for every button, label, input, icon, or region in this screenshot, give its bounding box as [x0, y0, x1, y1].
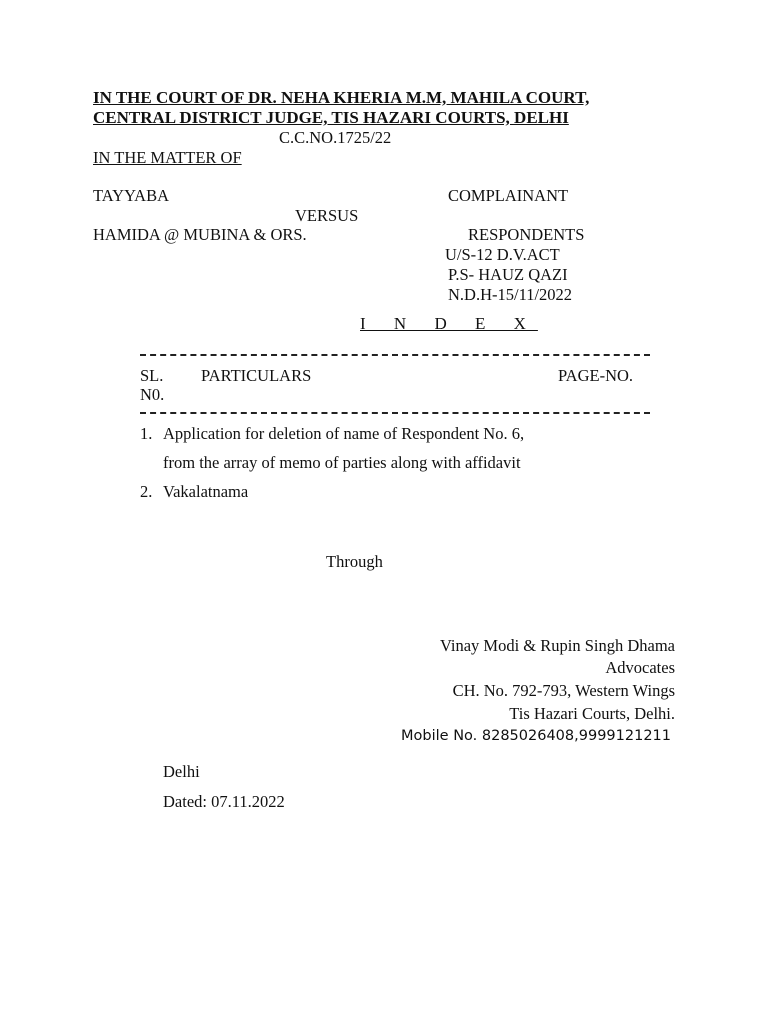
respondent-role: RESPONDENTS — [468, 225, 585, 244]
chamber-address: CH. No. 792-793, Western Wings — [452, 681, 675, 700]
mobile-line — [401, 728, 671, 744]
date-line: Dated: 07.11.2022 — [163, 792, 285, 811]
place: Delhi — [163, 762, 200, 781]
column-particulars: PARTICULARS — [201, 366, 312, 385]
index-item-number: 1. — [140, 424, 153, 443]
index-title: I N D E X — [360, 314, 538, 333]
court-heading-line1: IN THE COURT OF DR. NEHA KHERIA M.M, MAHILA COURT, — [93, 88, 590, 107]
column-sl-no: N0. — [140, 385, 165, 404]
police-station: P.S- HAUZ QAZI — [448, 265, 568, 284]
versus-label: VERSUS — [295, 206, 359, 225]
court-address: Tis Hazari Courts, Delhi. — [509, 704, 675, 723]
court-heading-line2: CENTRAL DISTRICT JUDGE, TIS HAZARI COURTS, DELHI — [93, 108, 569, 127]
mobile-numbers: 8285026408,9999121211 — [481, 728, 671, 744]
dashed-divider-top — [140, 354, 650, 356]
case-number: C.C.NO.1725/22 — [279, 128, 392, 147]
in-the-matter-of: IN THE MATTER OF — [93, 148, 242, 167]
advocate-designation: Advocates — [605, 658, 675, 677]
through-label: Through — [326, 552, 383, 571]
advocate-names: Vinay Modi & Rupin Singh Dhama — [439, 636, 675, 655]
index-item-number: 2. — [140, 482, 153, 501]
mobile-label: Mobile No. — [401, 728, 478, 744]
next-date-of-hearing: N.D.H-15/11/2022 — [448, 285, 573, 304]
index-item-text: Application for deletion of name of Respondent No. 6, — [163, 424, 525, 443]
column-page-no: PAGE-NO. — [558, 366, 634, 385]
column-sl: SL. — [140, 366, 164, 385]
complainant-role: COMPLAINANT — [448, 186, 569, 205]
index-item-text-continued: from the array of memo of parties along with affidavit — [163, 453, 521, 472]
complainant-name: TAYYABA — [93, 186, 169, 205]
dashed-divider-bottom — [140, 412, 650, 414]
index-item-text: Vakalatnama — [163, 482, 249, 501]
act-section: U/S-12 D.V.ACT — [445, 245, 560, 264]
respondent-name: HAMIDA @ MUBINA & ORS. — [93, 225, 307, 244]
